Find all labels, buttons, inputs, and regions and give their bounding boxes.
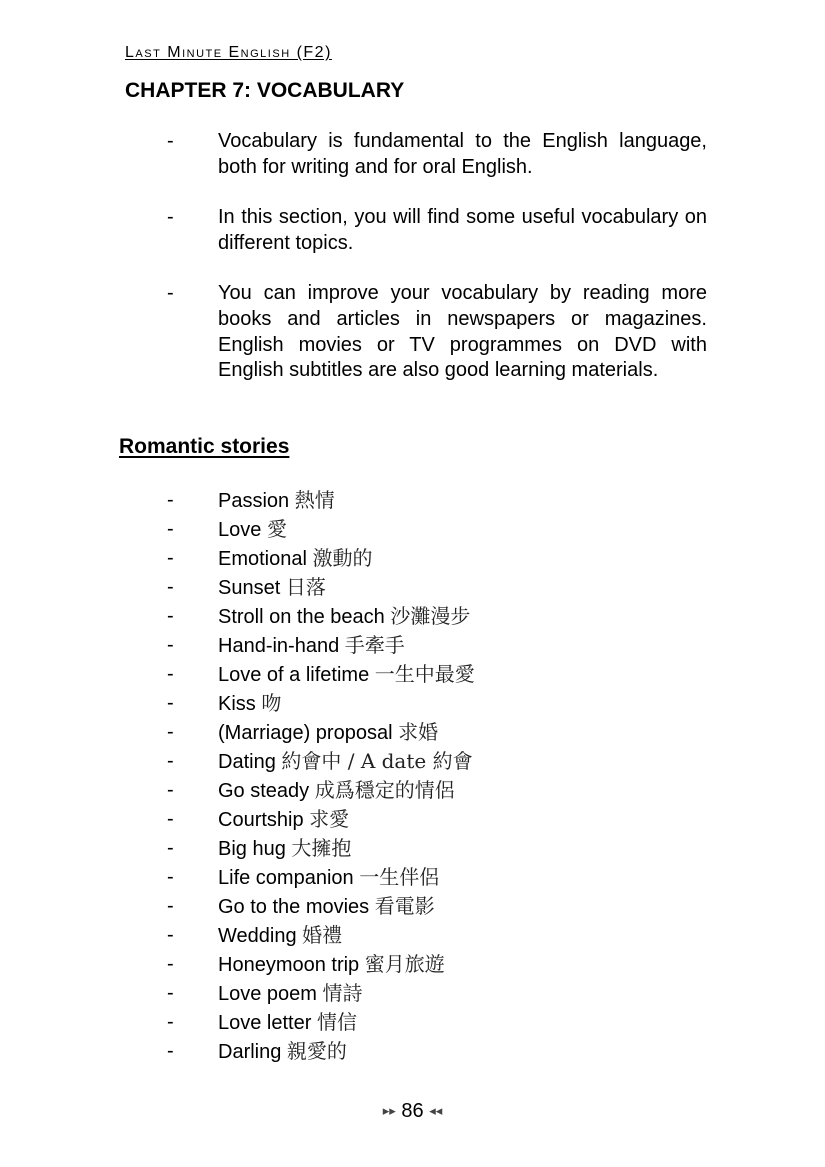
vocab-item (167, 921, 707, 950)
bullet-dash: - (167, 576, 174, 598)
vocab-chinese: 日落 (285, 575, 326, 599)
vocab-english: Hand-in-hand (218, 635, 340, 657)
vocab-english: Love letter (218, 1012, 312, 1034)
vocab-chinese: 手牽手 (344, 633, 405, 657)
vocab-chinese: 求婚 (398, 720, 439, 744)
vocab-english: Big hug (218, 838, 286, 860)
vocab-english: Sunset (218, 577, 281, 599)
section-heading: Romantic stories (119, 435, 290, 458)
vocab-item (167, 834, 707, 863)
vocab-item (167, 979, 707, 1008)
vocab-chinese: 求愛 (309, 807, 350, 831)
vocab-item (167, 544, 707, 573)
bullet-dash: - (167, 518, 174, 540)
vocab-english: Love poem (218, 983, 317, 1005)
vocab-chinese: 吻 (261, 691, 282, 715)
vocab-english: Love (218, 519, 262, 541)
vocab-english: Stroll on the beach (218, 606, 385, 628)
vocab-english: Kiss (218, 693, 256, 715)
vocab-english: (Marriage) proposal (218, 722, 393, 744)
vocab-english: Emotional (218, 548, 307, 570)
intro-list (167, 129, 707, 409)
vocab-english: Passion (218, 490, 290, 512)
bullet-dash: - (167, 750, 174, 772)
chapter-title: CHAPTER 7: VOCABULARY (125, 79, 405, 102)
vocab-chinese: 熱情 (294, 488, 335, 512)
bullet-dash: - (167, 837, 174, 859)
vocab-item (167, 950, 707, 979)
bullet-dash: - (167, 1011, 174, 1033)
bullet-dash: - (167, 634, 174, 656)
bullet-dash: - (167, 547, 174, 569)
vocab-item (167, 1008, 707, 1037)
page-footer (0, 1100, 825, 1123)
bullet-dash: - (167, 982, 174, 1004)
vocab-chinese: 愛 (266, 517, 287, 541)
vocab-english: Life companion (218, 867, 354, 889)
vocab-english: Honeymoon trip (218, 954, 360, 976)
bullet-dash: - (167, 779, 174, 801)
vocab-item (167, 892, 707, 921)
bullet-dash: - (167, 206, 174, 229)
vocab-item (167, 602, 707, 631)
vocab-english: Darling (218, 1041, 282, 1063)
running-header: Last Minute English (F2) (125, 44, 332, 61)
vocab-chinese: 激動的 (312, 546, 373, 570)
vocab-chinese: 情信 (316, 1010, 357, 1034)
vocab-english: Courtship (218, 809, 304, 831)
vocab-item (167, 776, 707, 805)
bullet-dash: - (167, 808, 174, 830)
vocab-item (167, 631, 707, 660)
vocab-chinese: 親愛的 (286, 1039, 347, 1063)
vocab-chinese: 看電影 (374, 894, 435, 918)
vocab-item (167, 718, 707, 747)
vocab-item (167, 805, 707, 834)
bullet-dash: - (167, 605, 174, 627)
bullet-dash: - (167, 721, 174, 743)
vocab-chinese: 沙灘漫步 (390, 604, 471, 628)
vocab-item (167, 1037, 707, 1066)
intro-text: In this section, you will find some useful vocabulary on different topics. (218, 206, 707, 254)
vocab-item (167, 486, 707, 515)
intro-item (167, 281, 707, 383)
vocabulary-list (167, 486, 707, 1066)
bullet-dash: - (167, 1040, 174, 1062)
bullet-dash: - (167, 953, 174, 975)
intro-item (167, 205, 707, 256)
vocab-chinese: 一生中最愛 (374, 662, 475, 686)
bullet-dash: - (167, 663, 174, 685)
vocab-chinese: 一生伴侶 (359, 865, 440, 889)
page-number: 86 (401, 1100, 424, 1122)
bullet-dash: - (167, 692, 174, 714)
bullet-dash: - (167, 130, 174, 152)
bullet-dash: - (167, 895, 174, 917)
vocab-item (167, 747, 707, 776)
vocab-english: Wedding (218, 925, 297, 947)
intro-text: Vocabulary is fundamental to the English language, both for writing and for oral English. (218, 130, 707, 178)
bullet-dash: - (167, 866, 174, 888)
vocab-chinese: 婚禮 (302, 923, 343, 947)
vocab-english: Dating (218, 751, 276, 773)
vocab-english: Go to the movies (218, 896, 370, 918)
back-arrows-icon: ◂◂ (429, 1103, 443, 1118)
vocab-item (167, 515, 707, 544)
vocab-chinese: 約會中 / A date 約會 (281, 749, 473, 773)
intro-text: You can improve your vocabulary by reading more books and articles in newspapers or magazines. English movies or TV programmes on DVD with English subtitles are also good learning materials. (218, 282, 707, 382)
vocab-item (167, 863, 707, 892)
forward-arrows-icon: ▸▸ (382, 1103, 396, 1118)
bullet-dash: - (167, 282, 174, 305)
vocab-item (167, 660, 707, 689)
vocab-chinese: 情詩 (322, 981, 363, 1005)
intro-item (167, 129, 707, 180)
vocab-chinese: 蜜月旅遊 (364, 952, 445, 976)
vocab-chinese: 大擁抱 (291, 836, 352, 860)
vocab-item (167, 573, 707, 602)
bullet-dash: - (167, 924, 174, 946)
vocab-chinese: 成爲穩定的情侶 (314, 778, 455, 802)
bullet-dash: - (167, 489, 174, 511)
vocab-item (167, 689, 707, 718)
vocab-english: Love of a lifetime (218, 664, 370, 686)
vocab-english: Go steady (218, 780, 310, 802)
